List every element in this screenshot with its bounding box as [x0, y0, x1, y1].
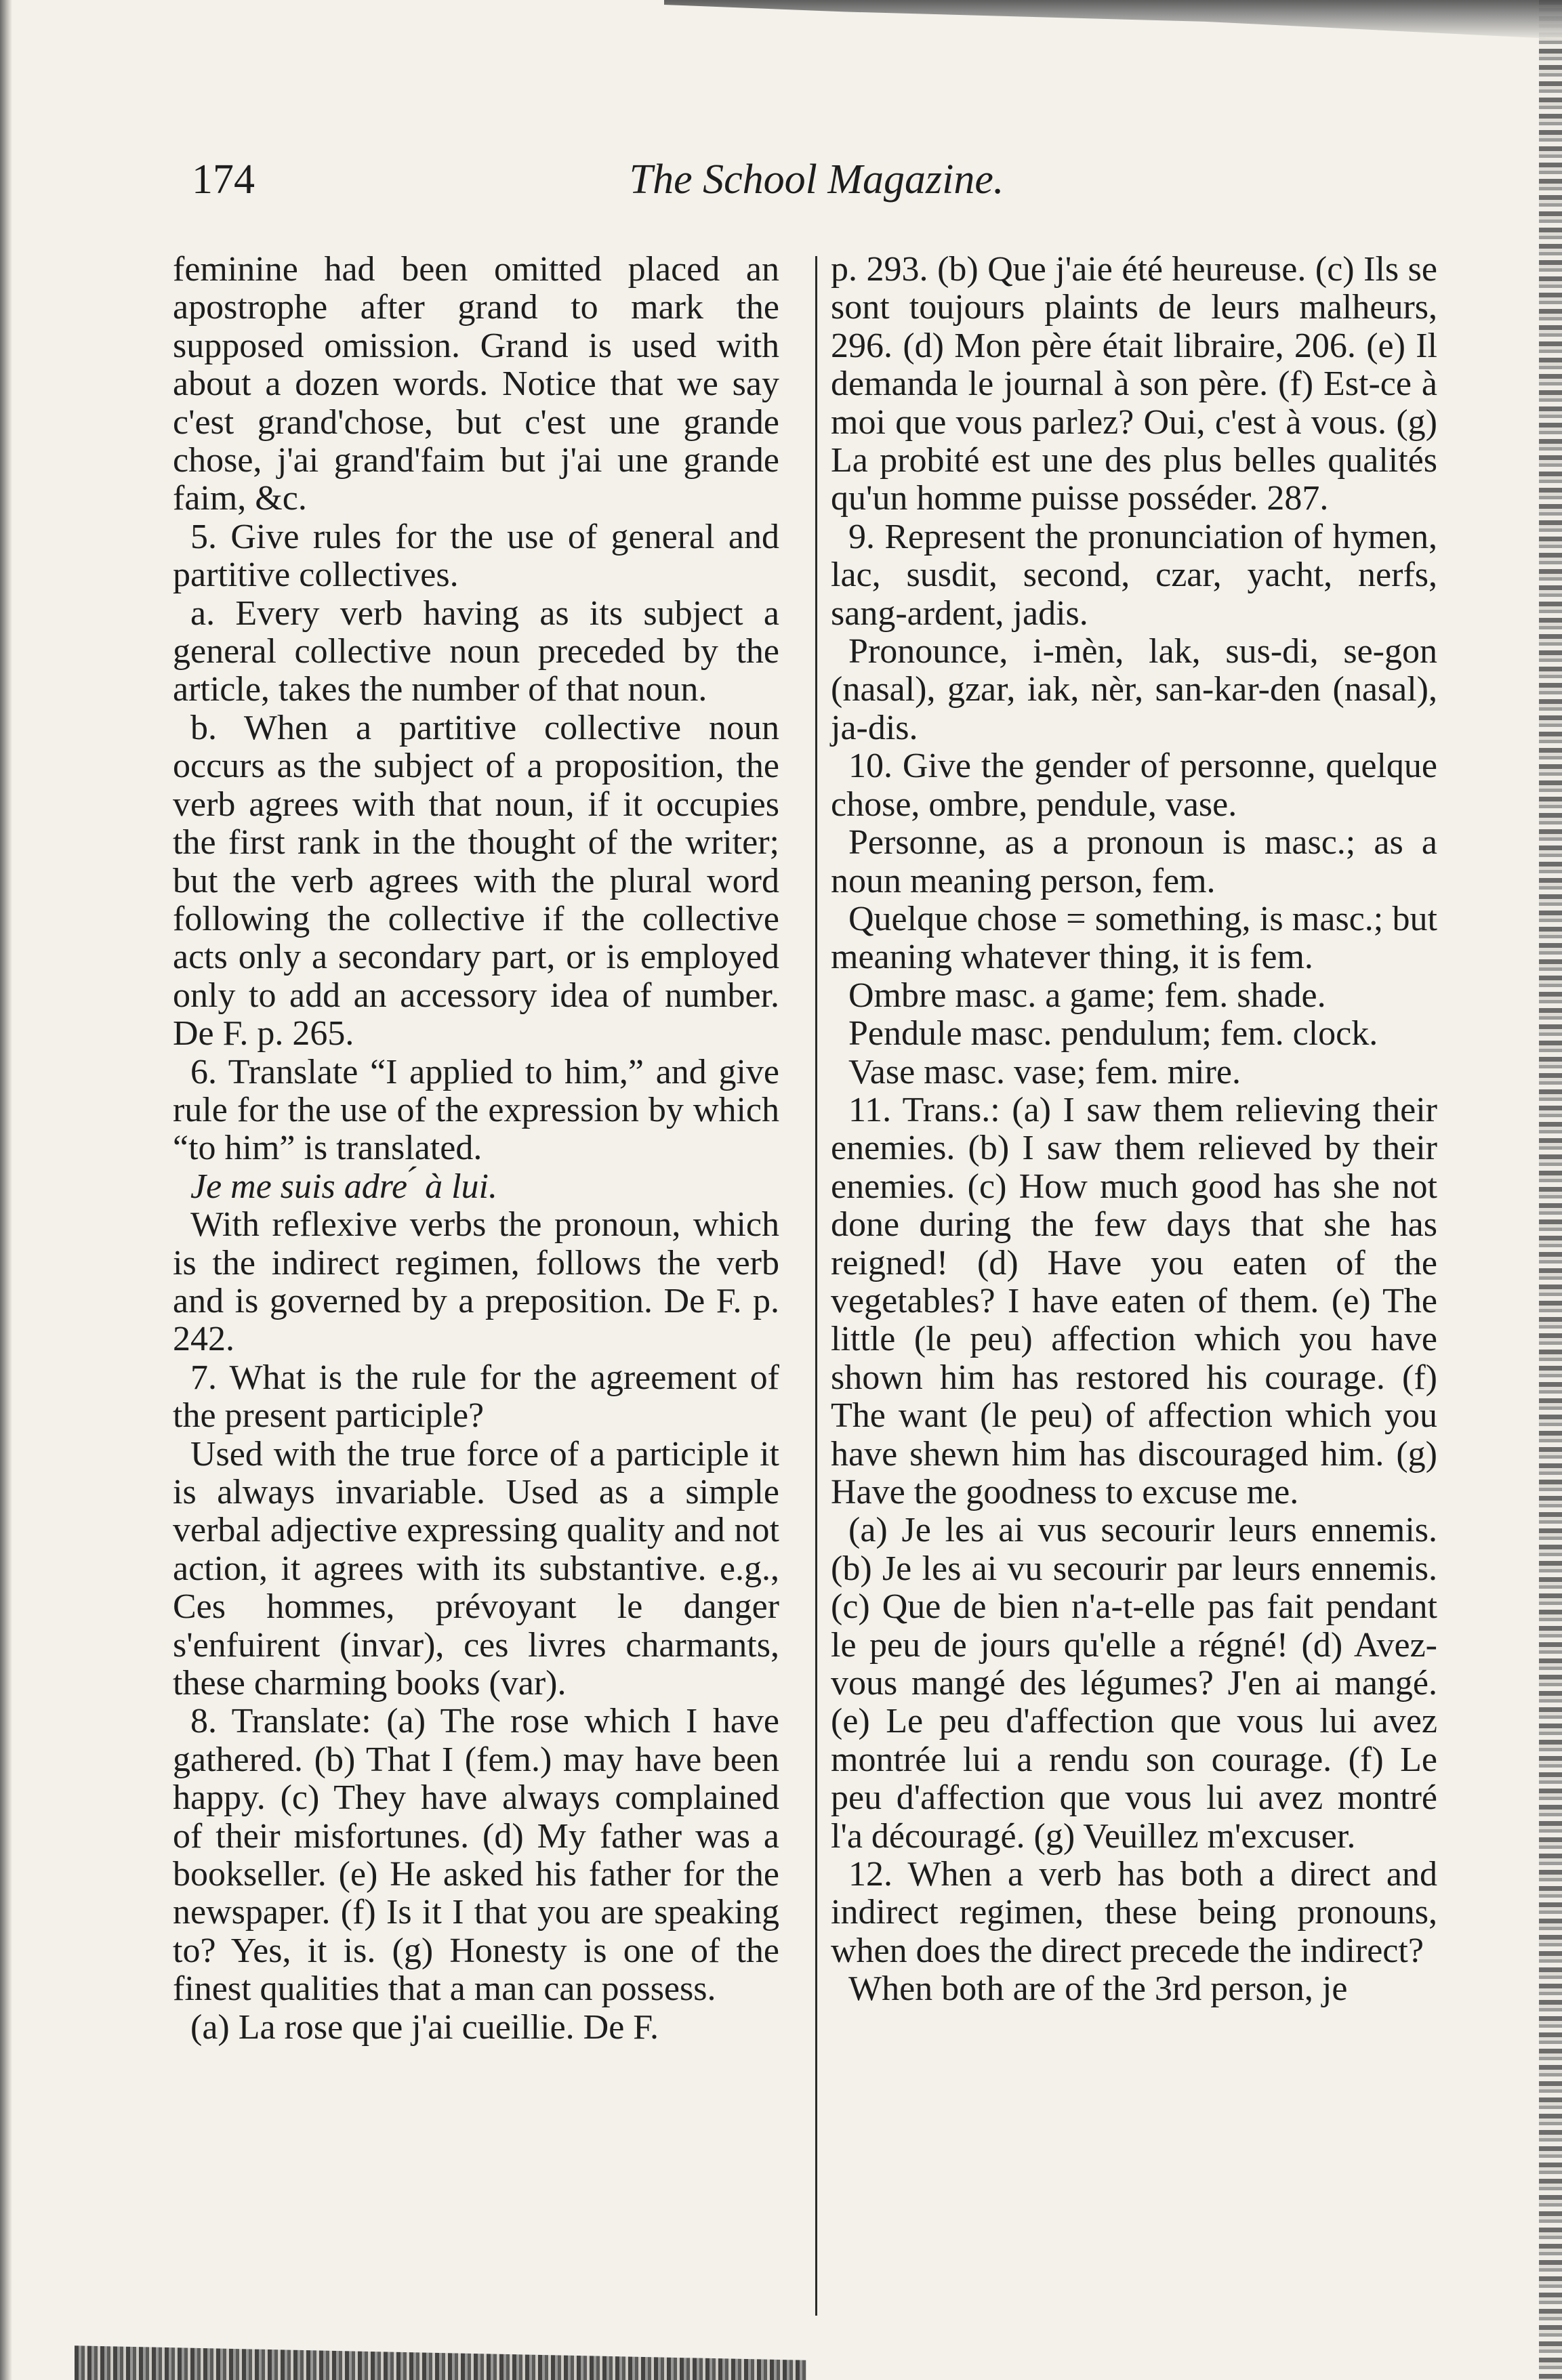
scan-bottom-edge [75, 2336, 806, 2380]
question-7: 7. What is the rule for the agreement of the present participle? [173, 1358, 779, 1436]
column-divider [815, 256, 817, 2316]
paragraph: Ombre masc. a game; fem. shade. [848, 976, 1326, 1015]
paragraph: Pendule masc. pendulum; fem. clock. [848, 1014, 1378, 1053]
running-title: The School Magazine. [629, 156, 1004, 203]
paragraph: Used with the true force of a participle it is always invariable. Used as a simple verbal adjective expressing quality and not action, it agrees with its substantive. e.g., Ces hommes, prévoyant le danger s'enfuirent (invar), ces livres charmants, these charming books (var). [173, 1434, 779, 1703]
question-10: 10. Give the gender of personne, quelque chose, ombre, pendule, vase. [831, 747, 1437, 824]
question-5: 5. Give rules for the use of general and partitive collectives. [173, 517, 779, 595]
paragraph: b. When a partitive collective noun occurs as the subject of a proposition, the verb agrees with that noun, if it occupies the first rank in the thought of the writer; but the verb agrees with the plural word following the collective if the collective acts only a secondary part, or is employed only to add an accessory idea of number. De F. p. 265. [173, 708, 779, 1053]
paragraph: a. Every verb having as its subject a general collective noun preceded by the article, takes the number of that noun. [173, 593, 779, 709]
scan-right-edge [1539, 0, 1562, 2380]
page-header [173, 150, 1460, 218]
paragraph: Vase masc. vase; fem. mire. [848, 1052, 1241, 1091]
paragraph: feminine had been omitted placed an apostrophe after grand to mark the supposed omission. Grand is used with about a dozen words. Notice that we say c'est grand'chose, but c'est une grande chose, j'ai grand'faim but j'ai une grande faim, &c. [173, 250, 779, 518]
paragraph: Personne, as a pronoun is masc.; as a noun meaning person, fem. [831, 823, 1437, 900]
question-8: 8. Translate: (a) The rose which I have gathered. (b) That I (fem.) may have been happy. (c) They have always complained of their misfortunes. (d) My father was a bookseller. (e) He asked his father for the newspaper. (f) Is it I that you are speaking to? Yes, it is. (g) Honesty is one of the finest qualities that a man can possess. [173, 1702, 779, 2009]
question-9: 9. Represent the pronunciation of hymen, lac, susdit, second, czar, yacht, nerfs, sang-ardent, jadis. [831, 517, 1437, 633]
paragraph: (a) La rose que j'ai cueillie. De F. [190, 2007, 659, 2047]
french-answer: Je me suis adre ́ à lui. [190, 1167, 497, 1206]
left-column [173, 251, 779, 2047]
question-11: 11. Trans.: (a) I saw them relieving their enemies. (b) I saw them relieved by their enemies. (c) How much good has she not done during the few days that she has reigned! (d) Have you eaten of the vegetables? I have eaten of them. (e) The little (le peu) affection which you have shown him has restored his courage. (f) The want (le peu) of affection which you have shewn him has discouraged him. (g) Have the goodness to excuse me. [831, 1090, 1437, 1511]
paragraph: (a) Je les ai vus secourir leurs ennemis. (b) Je les ai vu secourir par leurs ennemis. (c) Que de bien n'a-t-elle pas fait pendant le peu de jours qu'elle a régné! (d) Avez-vous mangé des légumes? J'en ai mangé. (e) Le peu d'affection que vous lui avez montrée lui a rendu son courage. (f) Le peu d'affection que vous lui avez montré l'a découragé. (g) Veuillez m'excuser. [831, 1511, 1437, 1856]
paragraph: When both are of the 3rd person, je [848, 1969, 1348, 2009]
question-12: 12. When a verb has both a direct and indirect regimen, these being pronouns, when does the direct precede the indirect? [831, 1855, 1437, 1970]
paragraph: p. 293. (b) Que j'aie été heureuse. (c) Ils se sont toujours plaints de leurs malheurs, 296. (d) Mon père était libraire, 206. (e) Il demanda le journal à son père. (f) Est-ce à moi que vous parlez? Oui, c'est à vous. (g) La probité est une des plus belles qualités qu'un homme puisse posséder. 287. [831, 250, 1437, 518]
scan-left-edge [0, 0, 12, 2380]
paragraph: With reflexive verbs the pronoun, which is the indirect regimen, follows the verb and is governed by a preposition. De F. p. 242. [173, 1205, 779, 1359]
right-column [831, 251, 1437, 2009]
page-number: 174 [192, 156, 255, 203]
paragraph: Quelque chose = something, is masc.; but meaning whatever thing, it is fem. [831, 899, 1437, 977]
question-6: 6. Translate “I applied to him,” and give rule for the use of the expression by which “to him” is translated. [173, 1052, 779, 1168]
scan-top-edge [664, 0, 1562, 39]
paragraph: Pronounce, i-mèn, lak, sus-di, se-gon (nasal), gzar, iak, nèr, san-kar-den (nasal), ja-dis. [831, 632, 1437, 747]
